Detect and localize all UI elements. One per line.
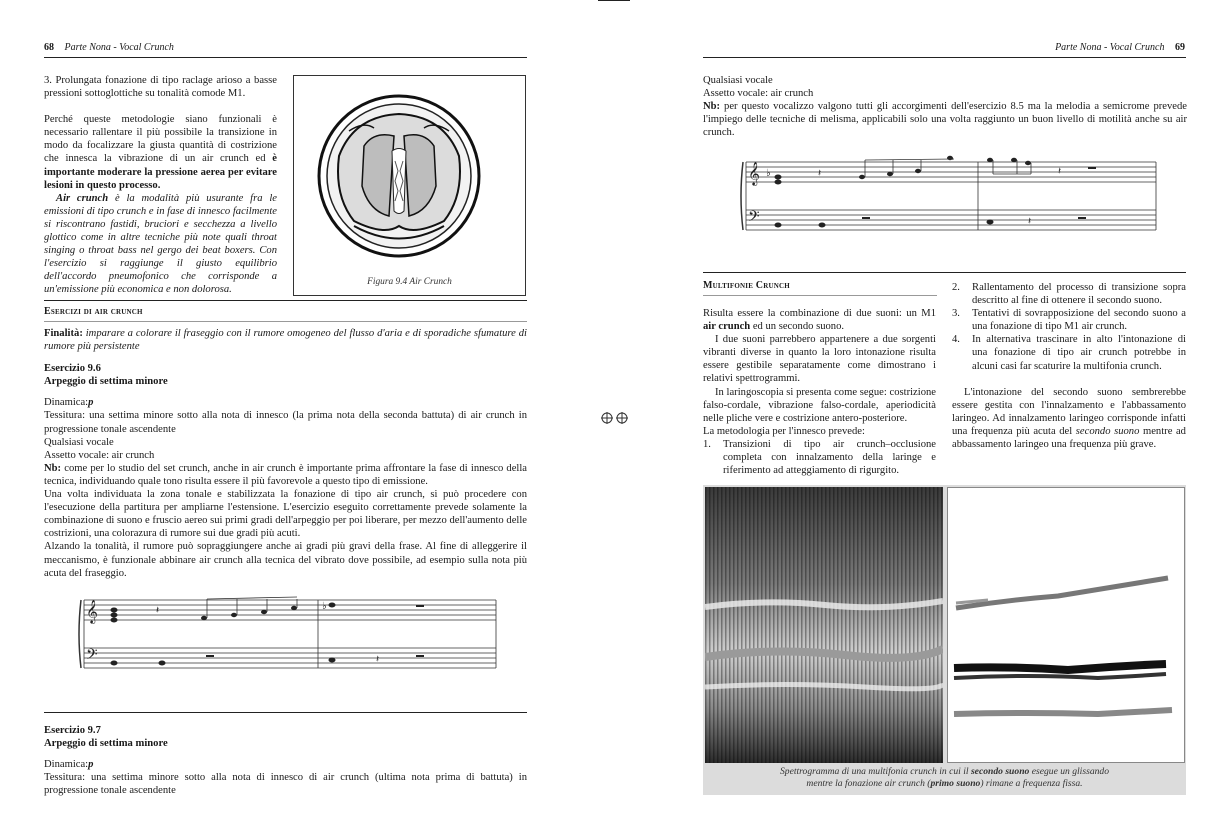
nb-line [44, 462, 527, 488]
intro-p2-bold: è importante moderare la pressione aerea per evitare lesioni in questo processo. [44, 153, 277, 191]
left-section-rule [44, 300, 527, 301]
registration-marks [600, 411, 630, 425]
multifonie-paragraph-2: I due suoni parrebbero appartenere a due sorgenti vibranti diverse in quanto la loro intonazione risulta essere gestibile separatamente come dimostrano i relativi spettrogrammi. [703, 334, 936, 385]
list-item [952, 307, 1186, 333]
p5-italic: secondo suono [1075, 425, 1140, 437]
caption-bold-2: primo suono [930, 778, 981, 789]
top-crop-mark [598, 0, 630, 1]
caption-bold-1: secondo suono [970, 766, 1030, 777]
intro-paragraph-3 [44, 192, 277, 297]
caption-text-f: ) rimane a frequenza fissa. [980, 778, 1083, 789]
caption-text-a: Spettrogramma di una multifonia crunch in cui il [779, 766, 971, 777]
left-running-header [44, 42, 174, 53]
score-exercise-9-6 [76, 593, 500, 675]
multifonie-paragraph-3: In laringoscopia si presenta come segue: costrizione falso-cordale, vibrazione falso-cordale, aperiodicità nelle pliche vere e costrizione antero-posteriore. [703, 386, 936, 424]
exercise-paragraph-3: Alzando la tonalità, il rumore può sopraggiungere anche ai gradi più gravi della frase. Al fine di alleggerire il meccanismo, è funzionale abbinare air crunch alla tecnica del vibrato dove possibile, ad esempio sulla nota più acuta del fraseggio. [44, 541, 527, 579]
step-text: Transizioni di tipo air crunch–occlusione completa con innalzamento della laringe e riferimento ad atteggiamento di rigurgito. [723, 438, 936, 477]
step-number: 1. [703, 438, 711, 450]
step-text: Rallentamento del processo di transizione sopra descritto al fine di ottenere il secondo suono. [972, 282, 1186, 307]
right-header-title: Parte Nona - Vocal Crunch [1055, 42, 1165, 53]
list-item [952, 333, 1186, 372]
right-nb-label: Nb: [703, 101, 721, 113]
dynamics-line [44, 396, 527, 409]
spectrogram-figure [703, 485, 1186, 795]
step-number: 2. [952, 282, 960, 293]
intro-p3-lead: Air crunch [56, 192, 109, 204]
spectrogram-right [947, 487, 1185, 763]
svg-text:𝄞: 𝄞 [748, 161, 760, 185]
right-section-rule [703, 272, 1186, 273]
multifonie-paragraph-4: La metodologia per l'innesco prevede: [703, 425, 865, 437]
exercise-9-7-tessitura: Tessitura: una settima minore sotto alla nota di innesco di air crunch (ultima nota prima di battuta) in progressione tonale ascendente [44, 772, 527, 797]
larynx-illustration [294, 76, 525, 295]
p1-text-a: Risulta essere la combinazione di due suoni: un M1 [703, 308, 936, 319]
dynamics-label-2: Dinamica: [44, 759, 89, 771]
section-title-underline [44, 321, 527, 322]
intro-p2-text: Perché queste metodologie siano funzionali è necessario rallentare il più possibile la transizione in modo da focalizzare la giusta quantità di costrizione che innesca la vibrazione di un air crunch ed [44, 114, 277, 165]
assetto-line: Assetto vocale: air crunch [44, 449, 155, 461]
caption-line-1 [703, 766, 1186, 778]
finalita-line [44, 327, 527, 353]
right-header-rule [703, 57, 1186, 58]
svg-text:𝄽: 𝄽 [1028, 216, 1032, 227]
svg-text:♭: ♭ [322, 601, 327, 612]
svg-text:𝄽: 𝄽 [376, 654, 380, 665]
intro-p3-text: è la modalità più usurante fra le emissioni di tipo crunch e in fase di innesco facilmente si riscontrano fastidi, bruciori e secchezza a livello glottico come in altre tecniche più note quali throat singing o throat bass nel gergo dei beat boxers. Con l'esercizio si raggiunge il giusto equilibrio dell'accordo pneumofonico che corrisponde a un'emissione più economica e non dolorosa. [44, 192, 277, 296]
left-page-number: 68 [44, 42, 54, 53]
spectrogram-left [705, 487, 943, 763]
right-vocal-line: Qualsiasi vocale [703, 75, 773, 86]
exercise-9-7-block [44, 724, 527, 797]
section-title-multifonie: Multifonie Crunch [703, 280, 790, 291]
multifonie-paragraph-5 [952, 386, 1186, 451]
figure-caption: Figura 9.4 Air Crunch [367, 277, 452, 287]
intro-paragraph-1: 3. Prolungata fonazione di tipo raclage arioso a basse pressioni sottoglottiche su tonalità comode M1. [44, 75, 277, 100]
nb-text: come per lo studio del set crunch, anche in air crunch è importante prima affrontare la fase di innesco della tecnica, individuando quale tono risulta essere il più favorevole a questo tipo di emissione. [44, 462, 527, 487]
left-exercise-block [44, 327, 527, 580]
list-item [703, 438, 936, 477]
left-header-title: Parte Nona - Vocal Crunch [64, 42, 174, 53]
multifonie-left-column [703, 307, 936, 477]
nb-label: Nb: [44, 462, 62, 474]
step-number: 3. [952, 308, 960, 320]
right-nb-line [703, 100, 1187, 139]
dynamics-label: Dinamica: [44, 397, 89, 409]
spectrogram-caption [703, 766, 1186, 790]
intro-paragraph-2 [44, 113, 277, 192]
svg-text:♭: ♭ [766, 168, 771, 179]
caption-text-c: esegue un glissando [1029, 766, 1110, 777]
right-running-header [1055, 42, 1185, 53]
caption-text-d: mentre la fonazione air crunch ( [806, 778, 931, 789]
multifonie-right-column [952, 281, 1186, 451]
right-page-number: 69 [1175, 42, 1185, 53]
finalita-label: Finalità: [44, 328, 83, 339]
step-text: In alternativa trascinare in alto l'intonazione di una fonazione di tipo air crunch potrebbe in alcuni casi far scaturire la multifonia crunch. [972, 334, 1186, 372]
p1-text-c: ed un secondo suono. [750, 321, 845, 333]
multifonie-paragraph-1 [703, 307, 936, 333]
svg-text:𝄽: 𝄽 [1058, 166, 1062, 177]
left-header-rule [44, 57, 527, 58]
right-assetto-line: Assetto vocale: air crunch [703, 88, 814, 100]
right-exercise-notes [703, 74, 1187, 139]
exercise-9-7-subtitle: Arpeggio di settima minore [44, 738, 168, 750]
p5-text-c: mentre ad abbassamento laringeo una frequenza più grave. [952, 425, 1186, 451]
step-number: 4. [952, 334, 960, 346]
list-item [952, 281, 1186, 307]
svg-text:𝄞: 𝄞 [86, 599, 98, 623]
dynamics-value-2: p [88, 759, 94, 771]
dynamics-value: p [88, 397, 94, 409]
exercise-9-6-title: Esercizio 9.6 [44, 363, 101, 375]
svg-text:𝄢: 𝄢 [86, 646, 98, 667]
tessitura-line: Tessitura: una settima minore sotto alla nota di innesco (la prima nota della seconda battuta) di air crunch in progressione tonale ascendente [44, 410, 527, 435]
svg-text:𝄽: 𝄽 [156, 605, 160, 616]
score-exercise-9-7 [738, 152, 1162, 236]
steps-list-first [703, 438, 936, 477]
steps-list-rest [952, 281, 1186, 373]
exercise-9-7-title: Esercizio 9.7 [44, 725, 101, 736]
svg-text:𝄢: 𝄢 [748, 208, 760, 229]
p1-bold: air crunch [703, 321, 751, 333]
left-divider-rule [44, 712, 527, 713]
multifonie-title-underline [703, 295, 937, 296]
caption-line-2 [703, 778, 1186, 790]
exercise-9-6-subtitle: Arpeggio di settima minore [44, 376, 168, 388]
step-text: Tentativi di sovrapposizione del secondo suono a una fonazione di tipo M1 air crunch. [972, 308, 1186, 333]
section-title-esercizi: Esercizi di air crunch [44, 306, 143, 317]
right-nb-text: per questo vocalizzo valgono tutti gli accorgimenti dell'esercizio 8.5 ma la melodia a semicrome prevede l'impiego delle tecniche di melisma, applicabili solo una volta raggiunto un buon livello di motilità anche su air crunch. [703, 101, 1187, 139]
exercise-9-7-dynamics [44, 758, 527, 771]
intro-text-block [44, 74, 277, 297]
vocal-line: Qualsiasi vocale [44, 436, 114, 448]
figure-air-crunch [293, 75, 526, 296]
finalita-text: imparare a colorare il fraseggio con il rumore omogeneo del flusso d'aria e di sporadiche sfumature di rumore più persistente [44, 328, 527, 353]
svg-text:𝄽: 𝄽 [818, 168, 822, 179]
exercise-paragraph-2: Una volta individuata la zona tonale e stabilizzata la fonazione di tipo air crunch, si può procedere con l'esecuzione della partitura per ampliarne l'estensione. L'esercizio eseguito correttamente prevede solamente la combinazione di suono e fruscio aereo sui primi gradi dell'arpeggio per poi liberare, per mezzo dell'aumento delle costrizioni, una colorazura di rumore sui due gradi più acuti. [44, 489, 527, 540]
p5-text-a: L'intonazione del secondo suono sembrerebbe essere gestita con l'innalzamento e l'abbassamento laringeo. Ad innalzamento laringeo corrisponde infatti una frequenza più acuta del [952, 386, 1186, 437]
